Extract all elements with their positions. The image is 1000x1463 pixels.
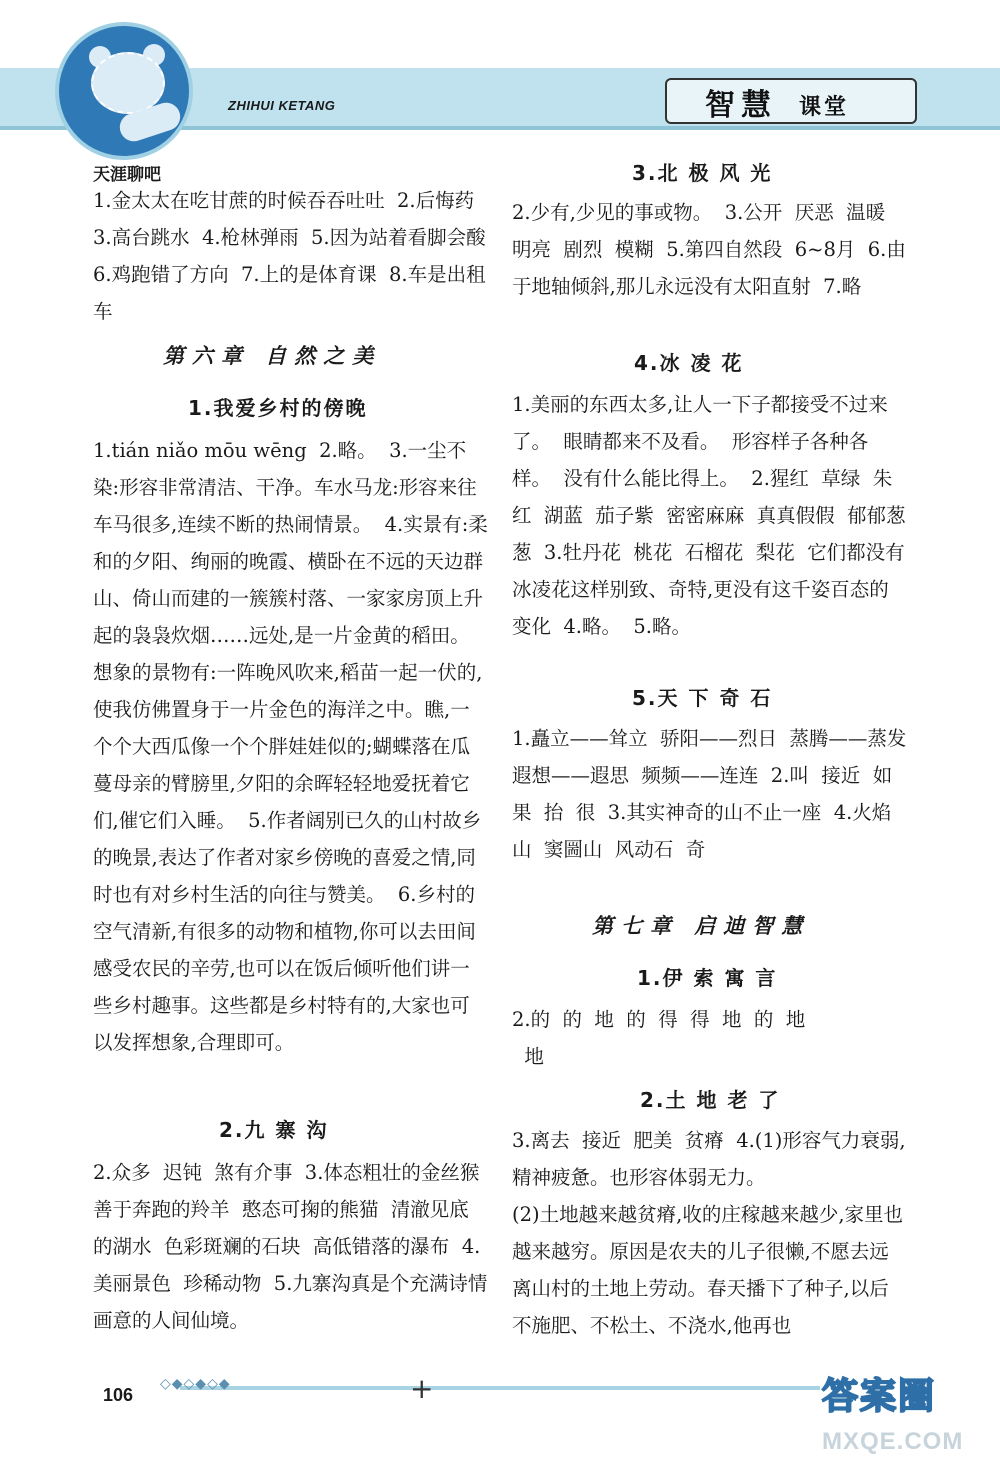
lesson-6-answers: 2.的 的 地 的 得 得 地 的 地 地 [512,1008,806,1068]
lesson-7-title: 2.土 地 老 了 [640,1088,781,1112]
lesson-5-answers: 1.矗立——耸立 骄阳——烈日 蒸腾——蒸发 遐想——遐思 频频——连连 2.叫 接近 如果 抬 很 3.其实神奇的山不止一座 4.火焰山 窦圌山 风动石 奇 [512,727,919,861]
chapter-6-title: 第六章 自然之美 [163,344,382,368]
footer-rule [180,1386,820,1390]
watermark [822,1368,992,1463]
lesson-5-title: 5.天 下 奇 石 [632,686,773,710]
logo-main-text: 智慧 [705,88,777,123]
lesson-1-title: 1.我爱乡村的傍晚 [188,396,368,420]
brand-english: ZHIHUI KETANG [228,98,336,113]
crosshair-icon: + [410,1372,434,1405]
page-number: 106 [103,1385,134,1405]
lesson-6-title: 1.伊 索 寓 言 [637,966,778,990]
logo-sub-text: 课堂 [799,95,850,120]
lesson-4-title: 4.冰 凌 花 [634,351,744,375]
section-label: 天涯聊吧 [93,165,161,185]
chapter-7-title: 第七章 启迪智慧 [592,914,811,938]
lesson-1-answers: 1.tián niǎo mōu wēng 2.略。 3.一尘不染:形容非常清洁、干净。车水马龙:形容来往车马很多,连续不断的热闹情景。 4.实景有:柔和的夕阳、绚丽的晚霞、横卧在不远的天边群山、倚山而建的一簇簇村落、一家家房顶上升起的袅袅炊烟……远处,是一片金黄的稻田。想象的景物有:一阵晚风吹来,稻苗一起一伏的,使我仿佛置身于一片金色的海洋之中。瞧,一个个大西瓜像一个个胖娃娃似的;蝴蝶落在瓜蔓母亲的臂膀里,夕阳的余晖轻轻地爱抚着它们,催它们入睡。 5.作者阔别已久的山村故乡的晚景,表达了作者对家乡傍晚的喜爱之情,同时也有对乡村生活的向往与赞美。 6.乡村的空气清新,有很多的动物和植物,你可以去田间感受农民的辛劳,也可以在饭后倾听他们讲一些乡村趣事。这些都是乡村特有的,大家也可以发挥想象,合理即可。 [93,439,488,1054]
watermark-badge: 答案圈 [822,1376,937,1417]
watermark-url: MXQE.COM [822,1428,964,1455]
lesson-3-title: 3.北 极 风 光 [632,161,773,185]
series-logo [665,78,917,124]
diamond-pattern-icon: ◇◆◇◆◇◆ [160,1376,231,1392]
lesson-4-answers: 1.美丽的东西太多,让人一下子都接受不过来了。 眼睛都来不及看。 形容样子各种各样。 没有什么能比得上。 2.猩红 草绿 朱红 湖蓝 茄子紫 密密麻麻 真真假假 郁郁葱葱 3.牡丹花 桃花 石榴花 梨花 它们都没有冰凌花这样别致、奇特,更没有这千姿百态的变化 4.略。 5.略。 [512,393,906,638]
lesson-3-answers: 2.少有,少见的事或物。 3.公开 厌恶 温暖 明亮 剧烈 模糊 5.第四自然段 6~8月 6.由于地轴倾斜,那儿永远没有太阳直射 7.略 [512,201,906,298]
lesson-7-answers: 3.离去 接近 肥美 贫瘠 4.(1)形容气力衰弱,精神疲惫。也形容体弱无力。 (2)土地越来越贫瘠,收的庄稼越来越少,家里也越来越穷。原因是农夫的儿子很懒,不愿去远离山村的土地上劳动。春天播下了种子,以后不施肥、不松土、不浇水,他再也 [512,1129,906,1337]
lesson-2-title: 2.九 寨 沟 [219,1118,329,1142]
intro-answers: 1.金太太在吃甘蔗的时候吞吞吐吐 2.后悔药 3.高台跳水 4.枪林弹雨 5.因为站着看脚会酸 6.鸡跑错了方向 7.上的是体育课 8.车是出租车 [93,189,499,323]
lesson-2-answers: 2.众多 迟钝 煞有介事 3.体态粗壮的金丝猴 善于奔跑的羚羊 憨态可掬的熊猫 清澈见底的湖水 色彩斑斓的石块 高低错落的瀑布 4.美丽景色 珍稀动物 5.九寨沟真是个充满诗情画意的人间仙境。 [93,1161,492,1332]
cartoon-bear-logo-icon [55,22,193,160]
